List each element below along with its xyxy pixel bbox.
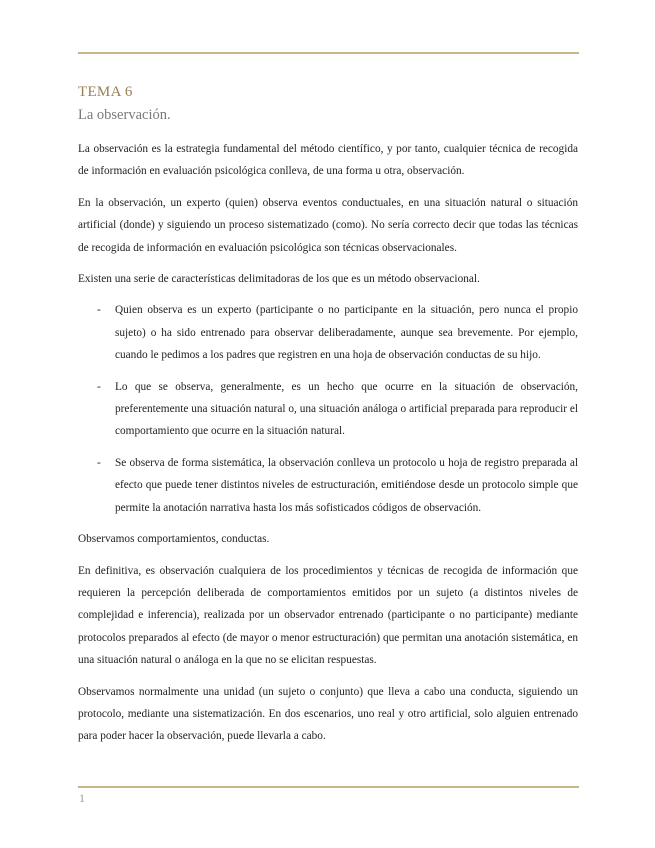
page-content (78, 84, 578, 757)
list-item-text: Se observa de forma sistemática, la observación conlleva un protocolo u hoja de registro preparada al efecto que puede tener distintos niveles de estructuración, emitiéndose desde un protocolo simple que permite la anotación narrativa hasta los más sofisticados códigos de observación. (115, 456, 578, 514)
bullet-dash: - (97, 380, 101, 393)
list-item-text: Quien observa es un experto (participante o no participante en la situación, pero nunca el propio sujeto) o ha sido entrenado para observar deliberadamente, aunque sea brevemente. Por ejemplo, cuando le pedimos a los padres que registren en una hoja de observación conductas de su hijo. (115, 304, 578, 362)
paragraph-2: En la observación, un experto (quien) observa eventos conductuales, en una situación natural o situación artificial (donde) y siguiendo un proceso sistematizado (como). No sería correcto decir que todas las técnicas de recogida de información en evaluación psicológica son técnicas observacionales. (78, 196, 578, 254)
paragraph-6: Observamos normalmente una unidad (un sujeto o conjunto) que lleva a cabo una conducta, siguiendo un protocolo, mediante una sistematización. En dos escenarios, uno real y otro artificial, solo alguien entrenado para poder hacer la observación, puede llevarla a cabo. (78, 685, 578, 743)
bullet-dash: - (97, 456, 101, 469)
list-item (78, 452, 578, 519)
chapter-label: TEMA 6 (78, 84, 133, 100)
list-item (78, 299, 578, 366)
bullet-dash: - (97, 304, 101, 317)
footer-rule (78, 786, 579, 788)
paragraph-1: La observación es la estrategia fundamental del método científico, y por tanto, cualquier técnica de recogida de información en evaluación psicológica conlleva, de una forma u otra, observación. (78, 143, 578, 178)
characteristics-list (78, 299, 578, 519)
section-title: La observación. (78, 107, 171, 123)
paragraph-3: Existen una serie de características delimitadoras de los que es un método observacional. (78, 273, 480, 286)
paragraph-4: Observamos comportamientos, conductas. (78, 533, 270, 546)
list-item-text: Lo que se observa, generalmente, es un hecho que ocurre en la situación de observación, preferentemente una situación natural o, una situación análoga o artificial preparada para reproducir el comportamiento que ocurre en la situación natural. (115, 380, 578, 438)
header-rule (78, 52, 579, 54)
page-number: 1 (79, 791, 85, 805)
paragraph-5: En definitiva, es observación cualquiera de los procedimientos y técnicas de recogida de información que requieren la percepción deliberada de comportamientos emitidos por un sujeto (a distintos niveles de complejidad e inferencia), realizada por un observador entrenado (participante o no participante) mediante protocolos preparados al efecto (de mayor o menor estructuración) que permitan una anotación sistemática, en una situación natural o análoga en la que no se elicitan respuestas. (78, 564, 578, 667)
list-item (78, 376, 578, 443)
